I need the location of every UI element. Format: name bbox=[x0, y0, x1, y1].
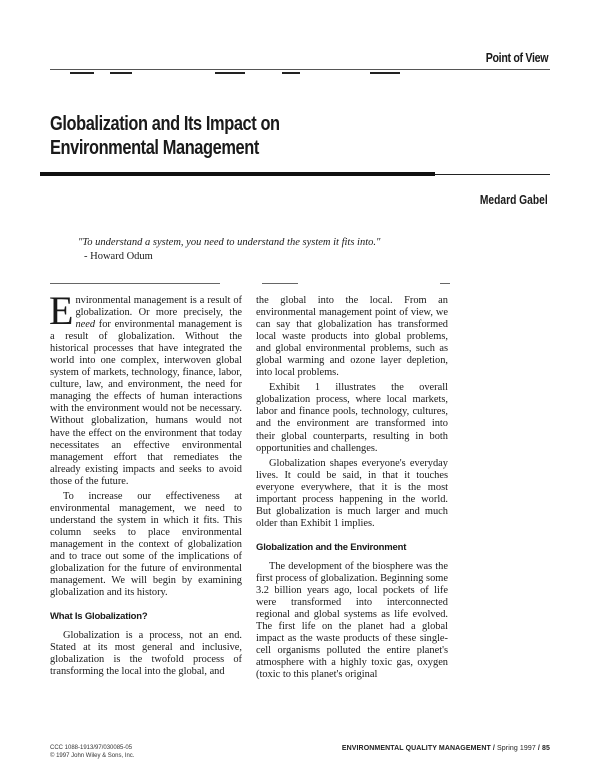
article-title bbox=[50, 112, 280, 160]
body-column-2 bbox=[256, 295, 448, 681]
paragraph: To increase our effectiveness at environmental management, we need to understand the system in which it fits. This column seeks to place environmental management in the context of globalization and to trace out some of the implications of globalization for the future of environmental management. We will begin by examining globalization and its history. bbox=[50, 490, 242, 599]
page-number: 85 bbox=[542, 745, 550, 752]
epigraph-attribution: - Howard Odum bbox=[84, 251, 153, 262]
title-rule-tail bbox=[435, 174, 550, 175]
paragraph: Globalization is a process, not an end. Stated at its most general and inclusive, globalization is the twofold process of transforming the local into the global, and bbox=[50, 630, 242, 678]
journal-name: ENVIRONMENTAL QUALITY MANAGEMENT bbox=[341, 745, 491, 752]
copyright: © 1997 John Wiley & Sons, Inc. bbox=[50, 752, 135, 759]
header-rule bbox=[50, 69, 550, 70]
emphasis: need bbox=[75, 319, 96, 331]
paragraph-text: nvironmental management is a result of globalization. Or more precisely, the bbox=[75, 295, 242, 319]
header-rule-dash-1 bbox=[70, 72, 94, 74]
header-rule-dash-3 bbox=[215, 72, 245, 74]
title-line-1: Globalization and Its Impact on bbox=[50, 113, 280, 135]
body-column-1 bbox=[49, 288, 242, 678]
copyright-block bbox=[50, 745, 134, 760]
header-rule-dash-5 bbox=[370, 72, 400, 74]
column-rule-left bbox=[50, 283, 220, 284]
epigraph-quote: "To understand a system, you need to understand the system it fits into." bbox=[78, 237, 381, 248]
title-rule bbox=[40, 172, 435, 176]
drop-cap: E bbox=[49, 288, 74, 333]
author-name: Medard Gabel bbox=[480, 193, 548, 207]
paragraph-text: for environmental management is a result of globalization. Without the historical processes that have integrated the world into one complex, interwoven global system of markets, technology, finance, labor, culture, law, and environment, the need for managing the effects of human interactions with the environment would not be necessary. Without globalization, humans would not have the effect on the environment that today necessitates an effective environmental management effort that remediates the already existing impacts and seeks to avoid those of the future. bbox=[50, 319, 242, 487]
column-rule-right-a bbox=[262, 283, 298, 284]
issue-date: Spring 1997 bbox=[497, 745, 536, 752]
ccc-code: CCC 1088-1913/97/030085-05 bbox=[50, 745, 133, 751]
separator: / bbox=[537, 745, 542, 752]
running-footer bbox=[342, 745, 550, 752]
paragraph: The development of the biosphere was the first process of globalization. Beginning some 3.2 billion years ago, local pockets of life were transformed into interconnected regional and global systems as life evolved. The first life on the planet had a global impact as the waste products of these single-cell organisms polluted the entire planet's atmosphere with a highly toxic gas, oxygen (toxic to this planet's original bbox=[256, 560, 448, 681]
header-rule-dash-2 bbox=[110, 72, 132, 74]
separator: / bbox=[492, 745, 497, 752]
section-heading: Globalization and the Environment bbox=[256, 541, 407, 553]
paragraph: Exhibit 1 illustrates the overall globalization process, where local markets, labor and finance pools, technology, cultures, and the environment are transformed into their global counterparts, resulting in both opportunities and challenges. bbox=[256, 382, 448, 454]
paragraph bbox=[49, 288, 242, 488]
header-rule-dash-4 bbox=[282, 72, 300, 74]
paragraph: Globalization shapes everyone's everyday lives. It could be said, in that it touches everyone everywhere, that it is the most important process happening in the world. But globalization is much larger and much older than Exhibit 1 implies. bbox=[256, 457, 448, 529]
column-rule-right-b bbox=[440, 283, 450, 284]
section-heading: What Is Globalization? bbox=[50, 611, 148, 623]
title-line-2: Environmental Management bbox=[50, 137, 259, 159]
paragraph: the global into the local. From an environmental management point of view, we can say that globalization has transformed local waste products into global problems, and global environmental problems, such as global warming and ozone layer depletion, into local problems. bbox=[256, 295, 448, 379]
section-label: Point of View bbox=[485, 50, 548, 65]
